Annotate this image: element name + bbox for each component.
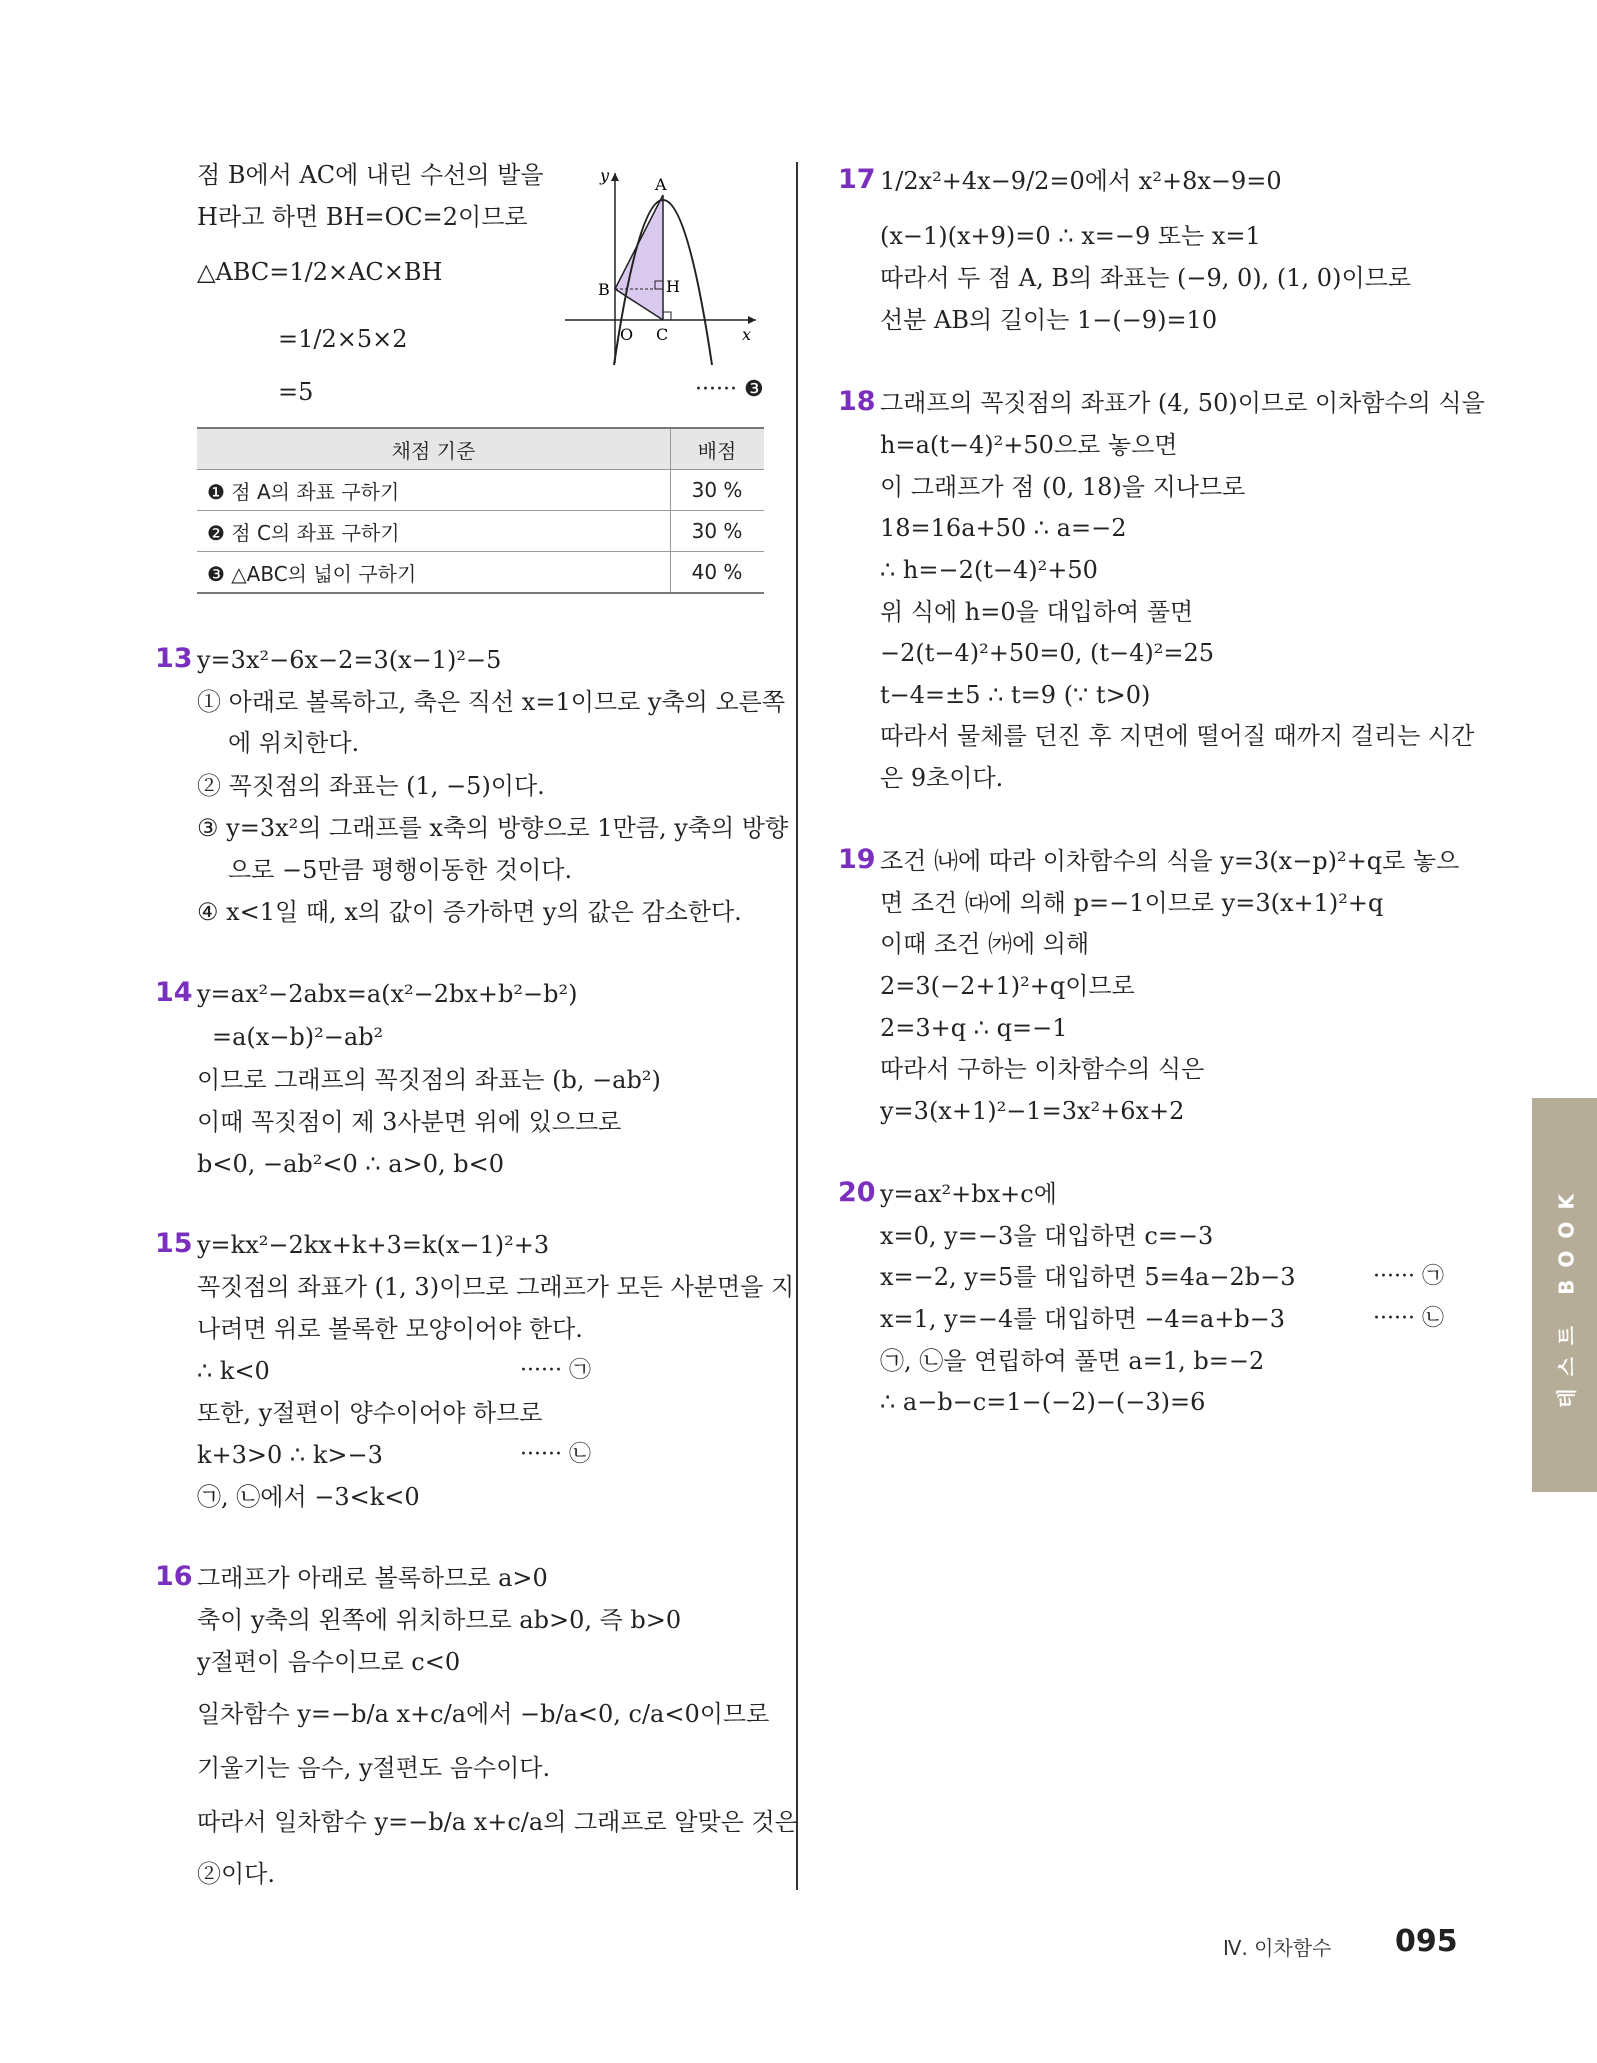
graph-label-b: B — [598, 280, 610, 299]
p18-line-8: t−4=±5 ∴ t=9 (∵ t>0) — [880, 681, 1151, 709]
p17-line-3: 따라서 두 점 A, B의 좌표는 (−9, 0), (1, 0)이므로 — [880, 264, 1411, 292]
problem-number-16: 16 — [155, 1561, 193, 1592]
p20-line-4: x=1, y=−4를 대입하면 −4=a+b−3 — [880, 1305, 1286, 1333]
table-header-row — [197, 428, 764, 470]
p18-line-5: ∴ h=−2(t−4)²+50 — [880, 556, 1098, 584]
p16-line-2: 축이 y축의 왼쪽에 위치하므로 ab>0, 즉 b>0 — [197, 1606, 682, 1634]
graph-label-x: x — [742, 325, 752, 344]
p17-line-2: (x−1)(x+9)=0 ∴ x=−9 또는 x=1 — [880, 222, 1261, 250]
table-cell: 30 % — [671, 470, 765, 511]
p16-line-5: 기울기는 음수, y절편도 음수이다. — [197, 1754, 551, 1782]
p13-line-7: ④ x<1일 때, x의 값이 증가하면 y의 값은 감소한다. — [197, 898, 742, 926]
p14-line-2: =a(x−b)²−ab² — [212, 1023, 384, 1051]
problem-number-19: 19 — [838, 844, 876, 875]
p15-mark-1: ······ ㉠ — [520, 1358, 591, 1383]
p16-line-1: 그래프가 아래로 볼록하므로 a>0 — [197, 1564, 548, 1592]
p15-line-2: 꼭짓점의 좌표가 (1, 3)이므로 그래프가 모든 사분면을 지 — [197, 1273, 795, 1301]
p18-line-2: h=a(t−4)²+50으로 놓으면 — [880, 431, 1178, 459]
footer-chapter: Ⅳ. 이차함수 — [1223, 1936, 1332, 1960]
p13-line-4: ② 꼭짓점의 좌표는 (1, −5)이다. — [197, 772, 545, 800]
p13-line-2: ① 아래로 볼록하고, 축은 직선 x=1이므로 y축의 오른쪽 — [197, 688, 785, 716]
graph-label-h: H — [666, 277, 680, 296]
p15-line-5: 또한, y절편이 양수이어야 하므로 — [197, 1399, 543, 1427]
p15-line-1: y=kx²−2kx+k+3=k(x−1)²+3 — [197, 1231, 550, 1259]
p19-line-3: 이때 조건 ㈎에 의해 — [880, 930, 1090, 958]
p12-line-1: 점 B에서 AC에 내린 수선의 발을 — [197, 161, 544, 189]
problem-number-20: 20 — [838, 1177, 876, 1208]
p19-line-7: y=3(x+1)²−1=3x²+6x+2 — [880, 1097, 1185, 1125]
p12-line-2: H라고 하면 BH=OC=2이므로 — [197, 203, 528, 231]
p14-line-3: 이므로 그래프의 꼭짓점의 좌표는 (b, −ab²) — [197, 1066, 661, 1094]
p19-line-6: 따라서 구하는 이차함수의 식은 — [880, 1055, 1205, 1083]
p18-line-6: 위 식에 h=0을 대입하여 풀면 — [880, 598, 1194, 626]
p14-line-4: 이때 꼭짓점이 제 3사분면 위에 있으므로 — [197, 1108, 622, 1136]
p15-line-7: ㉠, ㉡에서 −3<k<0 — [197, 1483, 420, 1511]
p13-line-5: ③ y=3x²의 그래프를 x축의 방향으로 1만큼, y축의 방향 — [197, 814, 789, 842]
p18-line-7: −2(t−4)²+50=0, (t−4)²=25 — [880, 639, 1215, 667]
p18-line-10: 은 9초이다. — [880, 764, 1004, 792]
test-book-side-tab — [1532, 1098, 1597, 1492]
p13-line-6: 으로 −5만큼 평행이동한 것이다. — [228, 856, 573, 884]
p15-mark-2: ······ ㉡ — [520, 1442, 591, 1467]
p20-line-5: ㉠, ㉡을 연립하여 풀면 a=1, b=−2 — [880, 1347, 1265, 1375]
p15-line-4: ∴ k<0 — [197, 1357, 270, 1385]
p18-line-3: 이 그래프가 점 (0, 18)을 지나므로 — [880, 473, 1246, 501]
p20-mark-1: ······ ㉠ — [1373, 1264, 1444, 1289]
p19-line-2: 면 조건 ㈐에 의해 p=−1이므로 y=3(x+1)²+q — [880, 889, 1384, 917]
p16-line-4: 일차함수 y=−b/a x+c/a에서 −b/a<0, c/a<0이므로 — [197, 1700, 770, 1728]
p13-line-1: y=3x²−6x−2=3(x−1)²−5 — [197, 646, 502, 674]
problem-number-17: 17 — [838, 164, 876, 195]
footer-page-number: 095 — [1395, 1924, 1458, 1959]
p17-line-4: 선분 AB의 길이는 1−(−9)=10 — [880, 306, 1218, 334]
graph-label-c: C — [656, 325, 669, 344]
p20-line-6: ∴ a−b−c=1−(−2)−(−3)=6 — [880, 1388, 1206, 1416]
column-divider — [796, 162, 798, 1890]
p20-line-1: y=ax²+bx+c에 — [880, 1180, 1057, 1208]
graph-label-o: O — [620, 325, 634, 344]
p15-line-6: k+3>0 ∴ k>−3 — [197, 1441, 383, 1469]
problem-number-18: 18 — [838, 386, 876, 417]
parabola-graph — [560, 165, 760, 365]
p12-line-5: =5 — [278, 378, 314, 406]
problem-number-15: 15 — [155, 1228, 193, 1259]
p18-line-9: 따라서 물체를 던진 후 지면에 떨어질 때까지 걸리는 시간 — [880, 722, 1475, 750]
p20-line-3: x=−2, y=5를 대입하면 5=4a−2b−3 — [880, 1263, 1296, 1291]
table-cell: 30 % — [671, 511, 765, 552]
p17-line-1: 1/2x²+4x−9/2=0에서 x²+8x−9=0 — [880, 167, 1282, 195]
table-cell: ❷ 점 C의 좌표 구하기 — [197, 511, 671, 552]
p14-line-5: b<0, −ab²<0 ∴ a>0, b<0 — [197, 1150, 504, 1178]
table-cell: 40 % — [671, 552, 765, 594]
p18-line-1: 그래프의 꼭짓점의 좌표가 (4, 50)이므로 이차함수의 식을 — [880, 389, 1485, 417]
table-header-criteria: 채점 기준 — [197, 428, 671, 470]
table-row — [197, 511, 764, 552]
graph-label-a: A — [655, 175, 667, 194]
table-row — [197, 470, 764, 511]
p16-line-7: ②이다. — [197, 1860, 275, 1888]
side-tab-label: 테스트 BOOK — [1554, 1182, 1578, 1408]
p19-line-4: 2=3(−2+1)²+q이므로 — [880, 972, 1135, 1000]
p12-mark: ······ ❸ — [695, 377, 764, 402]
table-row — [197, 552, 764, 594]
scoring-table — [197, 427, 764, 594]
p19-line-5: 2=3+q ∴ q=−1 — [880, 1014, 1068, 1042]
p14-line-1: y=ax²−2abx=a(x²−2bx+b²−b²) — [197, 980, 578, 1008]
problem-number-13: 13 — [155, 643, 193, 674]
p19-line-1: 조건 ㈏에 따라 이차함수의 식을 y=3(x−p)²+q로 놓으 — [880, 847, 1460, 875]
p20-line-2: x=0, y=−3을 대입하면 c=−3 — [880, 1222, 1214, 1250]
p12-line-3: △ABC=1/2×AC×BH — [197, 258, 443, 286]
p12-line-4: =1/2×5×2 — [278, 325, 408, 353]
p20-mark-2: ······ ㉡ — [1373, 1306, 1444, 1331]
p18-line-4: 18=16a+50 ∴ a=−2 — [880, 514, 1127, 542]
p15-line-3: 나려면 위로 볼록한 모양이어야 한다. — [197, 1315, 583, 1343]
table-cell: ❶ 점 A의 좌표 구하기 — [197, 470, 671, 511]
table-header-score: 배점 — [671, 428, 765, 470]
problem-number-14: 14 — [155, 977, 193, 1008]
p13-line-3: 에 위치한다. — [228, 729, 360, 757]
table-cell: ❸ △ABC의 넓이 구하기 — [197, 552, 671, 594]
p16-line-6: 따라서 일차함수 y=−b/a x+c/a의 그래프로 알맞은 것은 — [197, 1808, 798, 1836]
p16-line-3: y절편이 음수이므로 c<0 — [197, 1648, 461, 1676]
graph-label-y: y — [600, 166, 610, 185]
